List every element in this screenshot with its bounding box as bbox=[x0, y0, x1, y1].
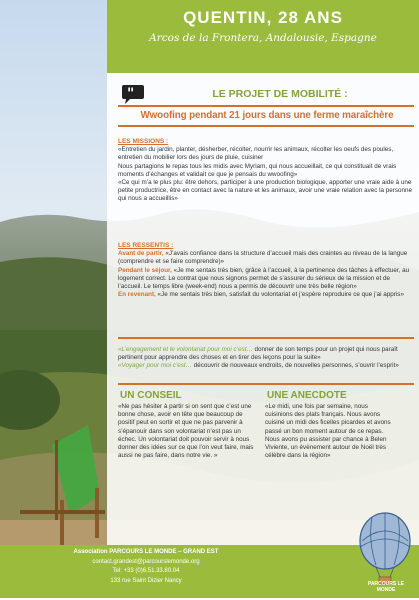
divider bbox=[118, 337, 414, 339]
profile-location: Arcos de la Frontera, Andalousie, Espagne bbox=[149, 32, 377, 44]
anecdote-title: UNE ANECDOTE bbox=[267, 390, 347, 401]
footer-address: 133 rue Saint Dizier Nancy bbox=[110, 577, 182, 584]
svg-text:": " bbox=[127, 86, 135, 102]
anecdote-text: «Le midi, une fois par semaine, nous cuisinions des plats français. Nous avons cuisiné un midi des ficelles picardes et avons passé un bon moment autour de ce repas. Nous avons pu assister par chance à Belen Viviente, un évènement autour de Noël très célèbre dans la région» bbox=[265, 403, 391, 460]
ressentis-section bbox=[118, 242, 414, 299]
before-label: Avant de partir, bbox=[118, 250, 164, 258]
engagement-label: «L’engagement et le volontariat pour moi c’est… bbox=[118, 346, 253, 353]
profile-name: QUENTIN, 28 ANS bbox=[183, 8, 343, 27]
during-label: Pendant le séjour, bbox=[118, 266, 172, 274]
footer-email[interactable]: contact.grandest@parcourslemonde.org bbox=[92, 558, 200, 565]
engagement-text: donner de son temps pour un projet qui nous paraît pertinent pour apprendre des choses et en tirer des leçons pour la suite» bbox=[118, 346, 398, 362]
divider bbox=[118, 125, 414, 127]
before-text: «J’avais confiance dans la structure d’accueil mais des craintes au niveau de la langue (comprendre et se faire comprendre)» bbox=[118, 250, 408, 266]
logo-text: PARCOURS LE MONDE bbox=[367, 581, 405, 593]
profile-header bbox=[107, 0, 419, 73]
conseil-title: UN CONSEIL bbox=[120, 390, 182, 401]
ressentis-title: LES RESSENTIS : bbox=[118, 242, 174, 249]
during-text: «Je me sentais très bien, grâce à l’accueil, à la pertinence des tâches à effectuer, au logement correct. Le contrat que nous signons permet de s’assurer du sérieux de la mission et de l’accueil. Le temps libre (week-end) nous a permis de découvrir une très belle région» bbox=[118, 266, 410, 291]
missions-text-3: «Ce qui m’a le plus plu: être dehors, participer à une production biologique, apporter une vraie aide à une petite productrice, être en contact avec la nature et les animaux, avoir une vraie relation avec la personne qui nous a accueillis» bbox=[118, 179, 413, 203]
after-label: En revenant, bbox=[118, 291, 156, 299]
voyager-text: découvrir de nouveaux endroits, de nouvelles personnes, s’ouvrir l’esprit» bbox=[191, 362, 399, 370]
missions-section bbox=[118, 138, 414, 204]
engagement-section bbox=[118, 346, 414, 371]
voyager-label: «Voyager pour moi c’est… bbox=[118, 362, 192, 370]
footer-org: Association PARCOURS LE MONDE – GRAND EST bbox=[73, 549, 219, 555]
footer-phone: Tel: +33 (0)6.51.33.80.04 bbox=[112, 568, 180, 574]
after-text: «Je me sentais très bien, satisfait du volontariat et j’espère reproduire ce que j’ai appris» bbox=[155, 291, 404, 299]
project-subtitle: Wwoofing pendant 21 jours dans une ferme maraîchère bbox=[140, 110, 394, 121]
footer-contact bbox=[66, 548, 226, 586]
quote-icon bbox=[122, 85, 144, 104]
missions-text-2: Nous partagions le repas tous les midis avec Myriam, qui nous accueillait, ce qui constituait de vrais moments d’échanges et validait ce que je pensais du wwoofing» bbox=[118, 162, 397, 178]
divider bbox=[118, 105, 414, 107]
project-title: LE PROJET DE MOBILITÉ : bbox=[212, 88, 348, 100]
missions-text-1: «Entretien du jardin, planter, désherber, récolter, nourrir les animaux, récolter les oeufs des poules, entretien du mobilier lors des jours de pluie, cuisiner bbox=[118, 146, 394, 162]
missions-title: LES MISSIONS : bbox=[118, 138, 169, 145]
conseil-text: «Ne pas hésiter à partir si on sent que c’est une bonne chose, avoir en tête que beaucoup de positif peut en sortir et que ne pas parvenir à s’épanouir dans son volontariat n’est pas un échec. Un volontariat doit pouvoir servir à nous donner des idées sur ce que l’on veut faire, mais aussi ne pas faire, dans notre vie. » bbox=[118, 403, 254, 460]
divider bbox=[118, 383, 414, 385]
